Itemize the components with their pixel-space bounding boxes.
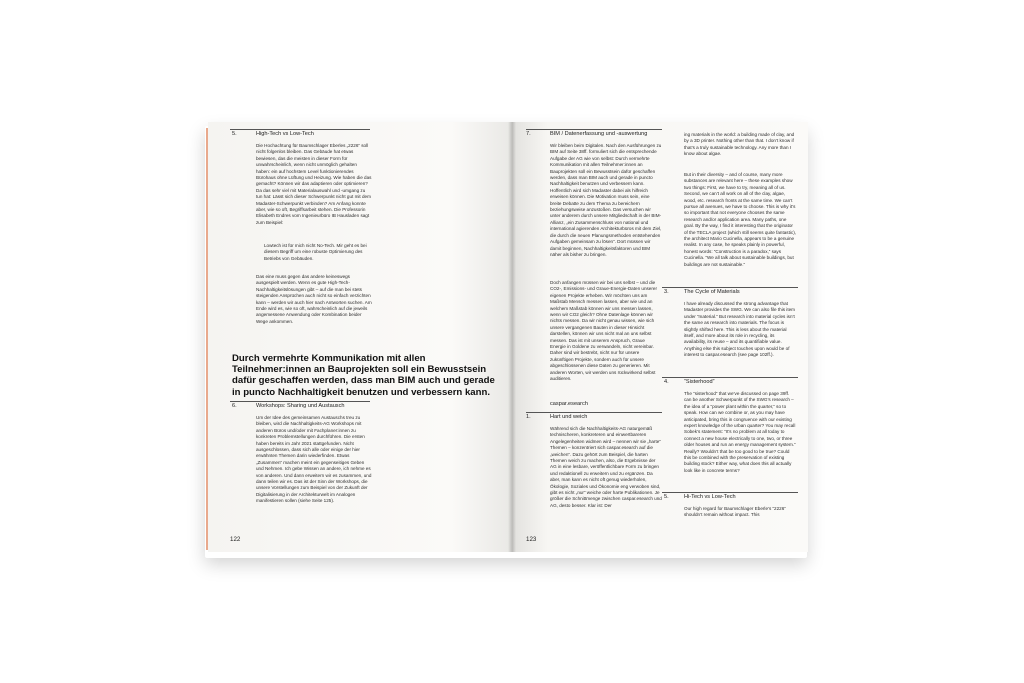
section-heading: Hi-Tech vs Low-Tech (684, 494, 736, 500)
section-heading: Workshops: Sharing und Austausch (256, 403, 345, 409)
section-number: 4. (664, 379, 669, 385)
section-number: 3. (664, 289, 669, 295)
left-page (208, 122, 512, 552)
section-number: 6. (232, 403, 237, 409)
section-number: 5. (664, 494, 669, 500)
body-text: Our high regard for Baumschlager Eberle’s “2226” shouldn’t remain without impact. This (684, 506, 788, 518)
section-number: 5. (232, 131, 237, 137)
body-text: ing materials in the world: a building made of clay, and by a 3D printer. Nothing other than that. I don’t know if that’s a truly sustainable technology. Any more than I know about algae. (684, 132, 796, 157)
section-heading: High-Tech vs Low-Tech (256, 131, 314, 137)
section-rule (230, 129, 370, 130)
body-text: Wir bleiben beim Digitalen. Nach den Ausführungen zu BIM auf Seite 38ff. formuliert sich die entsprechende Aufgabe der AG wie von selbst: Durch vermehrte Kommunikation mit allen Teilnehmer:innen an Bauprojekten soll ein Bewusstsein dafür geschaffen werden, dass man BIM auch und gerade in puncto Nachhaltigkeit benutzen und verbessern kann. Hoffentlich wird sich Madaster dabei als hilfreich erweisen können. Die Motivation muss sein, eine breite Debatte zu dem Thema zu bereichern beziehungsweise anzustoßen. Das versuchen wir unter anderem durch unsere Mitgliedschaft in der BIM-Allianz, „ein Zusammenschluss von national und international agierenden Architekturbüros mit dem Ziel, die durch die neuen Planungsmethoden entstehenden Aufgaben gemeinsam zu lösen“. Dort müssen wir damit beginnen, Nachhaltigkeitsfaktoren und BIM näher als bisher zu bringen. (550, 143, 663, 257)
section-number: 1. (526, 414, 531, 420)
body-text: Um der Idee des gemeinsamen Austauschs treu zu bleiben, wird die Nachhaltigkeits-AG Workshops mit anderen Büros und/oder mit Fachplaner:innen zu konkreten Problemstellungen durchführen. Die ersten haben bereits im Jahr 2021 stattgefunden. Nicht ausgeschlossen, dass sich alle oder einige der hier erwähnten Themen darin wiederfinden. Etwas „Zusammen“ machen meint ein gegenseitiges Geben und Nehmen. Ich gebe Wissen an andere, ich nehme es von anderen. Und dann erweitern wir es zusammen, und dann teilen wir es. Das ist der Sinn der Workshops, die unsere Vorstellungen zum Beispiel von der Zukunft der Digitalisierung in der Architekturwelt im Analogen manifestieren sollen (siehe Seite 125). (256, 415, 373, 504)
section-heading: The Cycle of Materials (684, 289, 740, 295)
section-heading: BIM / Datenerfassung und -auswertung (550, 131, 648, 137)
body-text: Die Hochachtung für Baumschlager Eberles „2226“ soll nicht folgenlos bleiben. Das Gebäude hat etwas bewiesen, das die meisten in dieser Form für unwahrscheinlich, wenn nicht unmöglich gehalten haben: ein auf hochstem Level funktionierendes Bürohaus ohne Lüftung und Heizung. Wie haben die das gemacht? Können wir das adaptieren oder optimieren? Da das sehr viel mit Materialauswahl und -umgang zu tun hat: Lässt sich dieser Schwerpunkt nicht gut mit dem Madaster-Schwerpunkt verbinden? Am Anfang konnte aber, wie so oft, Begriffsarbeit stehen. Die Professorin Elisabeth Endres vom Ingenieurbüro IB Hausladen sagt zum Beispiel: (256, 143, 373, 225)
body-text: Während sich die Nachhaltigkeits-AG naturgemäß technischeren, konkreteren und einwertbareren Angelegenheiten widmen wird – nennen wir sie „harte“ Themen – konzentriert sich caspar.esearch auf die „weichen“. Dazu gehört zum Beispiel, die harten Themen weich zu machen, also, die Ergebnisse der AG in eine lesbare, veröffentlichbare Form zu bringen und redaktionell zu erweitern und zu ergänzen. Da aber, man kann es nicht oft genug wiederholen, Ökologie, Soziales und Ökonomie eng verwoben sind, gibt es nicht „nur“ weiche oder harte Publikationen. Je größer die Schnittmenge zwischen caspar.esearch und AG, desto besser. Klar ist: Der (550, 426, 663, 508)
section-heading: Hart und weich (550, 414, 588, 420)
section-rule (662, 287, 798, 288)
section-rule (526, 412, 662, 413)
section-rule (230, 401, 370, 402)
section-number: 7. (526, 131, 531, 137)
book-gutter (508, 122, 516, 552)
section-rule (662, 377, 798, 378)
block-quote: Lowtech ist für mich nicht No-Tech. Mir geht es bei diesem Begriff um eine robuste Optimierung des Betriebs von Gebäuden. (264, 243, 368, 261)
body-text: The “sisterhood” that we’ve discussed on page 39ff. can be another Schwerpunkt of the SWG’s research – the idea of a “power plant within the quarter,” so to speak. How can we combine or, as you may have anticipated, bring this in congruence with our existing expert knowledge of the urban quarter? You may recall Sobek’s statement: “It’s no problem at all today to connect a new house electrically to one, two, or three older houses and run an energy management system.” Really? Wouldn’t that be too good to be true? Could this be combined with the preservation of existing building stock? Either way, what does this all actually look like in concrete terms? (684, 391, 797, 473)
page-number: 123 (526, 536, 537, 543)
page-number: 122 (230, 536, 241, 543)
section-rule (526, 129, 662, 130)
body-text: But in their diversity – and of course, many more substances are relevant here – these examples show two things: First, we have to try, meaning all of us. Second, we can’t all work on all of the clay, algae, wood, etc. research fronts at the same time. We can’t pursue all avenues, we have to choose. This is why it’s so important that not everyone chooses the same research and/or application area. Many paths, one goal. By the way, I find it interesting that the originator of the TECLA project (which still seems quite fantastic), the architect Mario Cucinella, appears to be a genuine realist. In any case, he speaks plainly in powerful, honest words: “Construction is a paradox,” says Cucinella. “We all talk about sustainable buildings, but buildings are not sustainable.” (684, 172, 798, 267)
pull-quote: Durch vermehrte Kommunikation mit allen Teilnehmer:innen an Bauprojekten soll ein Bewusstsein dafür geschaffen werden, dass man BIM auch und gerade in puncto Nachhaltigkeit benutzen und verbessern kann. (232, 353, 495, 398)
section-heading: “Sisterhood” (684, 379, 715, 385)
body-text: Doch anfangen müssen wir bei uns selbst – und die CO2-, Emissions- und Graue-Energie-Daten unserer eigenen Projekte erheben. Wir möchten uns am Maßstab Mensch messen lassen, aber wie und an welchem Maßstab können wir uns messen lassen, wenn wir CO2 gleich? Ohne Datenlage können wir nichts messen. Da wir nicht genau wissen, wie sich unsere vergangenen Bauten in dieser Hinsicht darstellen, können wir uns nicht mal an uns selbst messen. Das ist mit unserem Anspruch, Graue Energie in Goldene zu verwandeln, nicht vereinbar. Daher sind wir bestrebt, nicht nur für unsere zukünftigen Projekte, sondern auch für unsere abgeschlossenen diese Daten zu generieren. Mit anderen Worten, wir werden uns rückwirkend selbst auditieren. (550, 280, 659, 382)
subsection-label: caspar.esearch (550, 401, 588, 407)
body-text: I have already discussed the strong advantage that Madaster provides the SWG. We can also file this item under “material.” But research into material cycles isn’t the same as research into materials. The focus is slightly shifted here. This is less about the material itself, and more about its role in recycling, its availability, its reuse – and its quantifiable value. Anything else this subject touches upon would be of interest to caspar.esearch (see page 102ff.). (684, 301, 797, 358)
body-text: Das eine muss gegen das andere keineswegs ausgespielt werden. Wenn es gute High-Tech-Nachhaltigkeitslösungen gibt – auf die man bei stets steigenden Ansprüchen auch nicht so einfach verzichten kann – werden wir auch hier nach Antworten suchen. Am Ende wird es, wie so oft, wahrscheinlich auf die jeweils angemessene Anwendung oder Kombination beider Wege ankommen. (256, 274, 373, 324)
section-rule (662, 492, 798, 493)
right-page (512, 122, 808, 552)
